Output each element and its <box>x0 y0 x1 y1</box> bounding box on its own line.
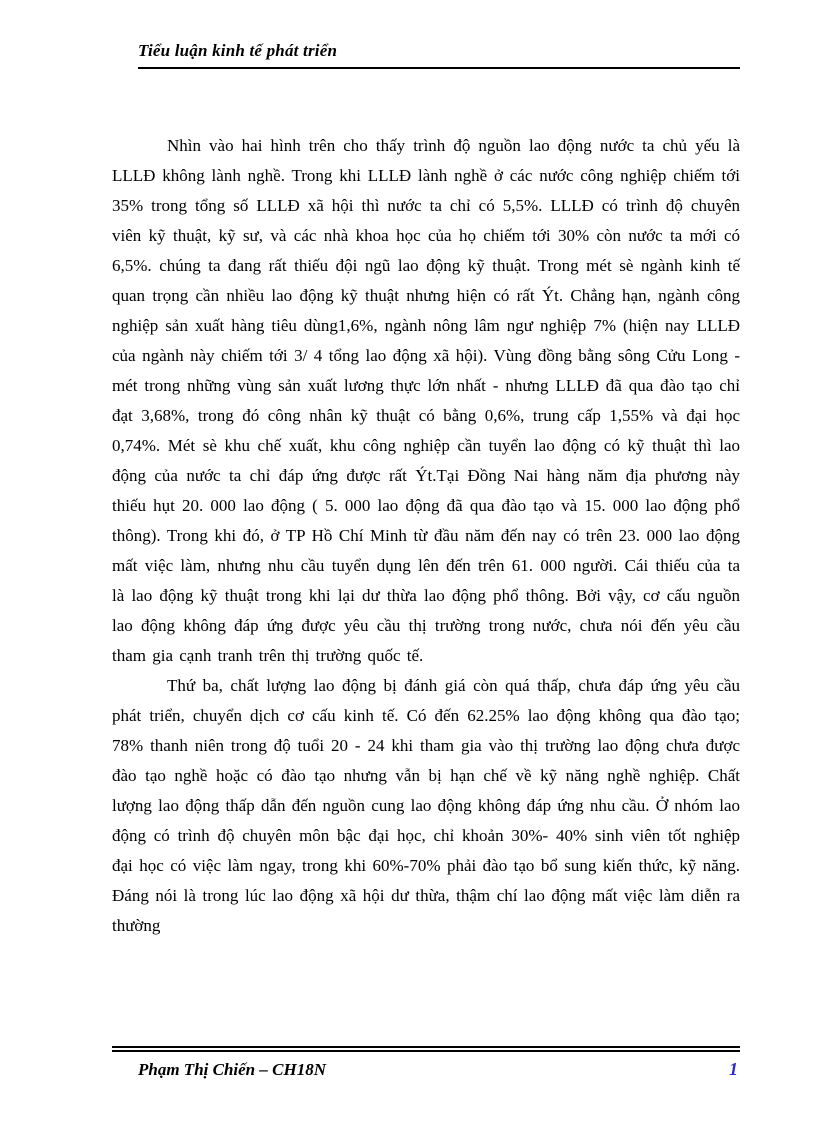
footer-author: Phạm Thị Chiến – CH18N <box>138 1060 326 1079</box>
paragraph-labor-quality: Thứ ba, chất lượng lao động bị đánh giá còn quá thấp, chưa đáp ứng yêu cầu phát triển, chuyển dịch cơ cấu kinh tế. Có đến 62.25% lao động không qua đào tạo; 78% thanh niên trong độ tuổi 20 - 24 khi tham gia vào thị trường lao động chưa được đào tạo nghề hoặc có đào tạo nhưng vẫn bị hạn chế về kỹ năng nghề nghiệp. Chất lượng lao động thấp dẫn đến nguồn cung lao động không đáp ứng nhu cầu. Ở nhóm lao động có trình độ chuyên môn bậc đại học, chỉ khoản 30%- 40% sinh viên tốt nghiệp đại học có việc làm ngay, trong khi 60%-70% phải đào tạo bổ sung kiến thức, kỹ năng. Đáng nói là trong lúc lao động xã hội dư thừa, thậm chí lao động mất việc làm diễn ra thường <box>112 676 740 935</box>
document-body <box>112 131 740 941</box>
header-rule <box>138 67 740 69</box>
paragraph-labor-structure: Nhìn vào hai hình trên cho thấy trình độ nguồn lao động nước ta chủ yếu là LLLĐ không lành nghề. Trong khi LLLĐ lành nghề ở các nước công nghiệp chiếm tới 35% trong tổng số LLLĐ xã hội thì nước ta chỉ có 5,5%. LLLĐ có trình độ chuyên viên kỹ thuật, kỹ sư, và các nhà khoa học của họ chiếm tới 30% còn nước ta mới có 6,5%. chúng ta đang rất thiếu đội ngũ lao động kỹ thuật. Trong mét sè ngành kinh tế quan trọng cần nhiều lao động kỹ thuật nhưng hiện có rất Ýt. Chẳng hạn, ngành công nghiệp sản xuất hàng tiêu dùng1,6%, ngành nông lâm ngư nghiệp 7% (hiện nay LLLĐ của ngành này chiếm tới 3/ 4 tổng lao động xã hội). Vùng đồng bằng sông Cửu Long - mét trong những vùng sản xuất lương thực lớn nhất - nhưng LLLĐ đã qua đào tạo chỉ đạt 3,68%, trong đó công nhân kỹ thuật có bằng 0,6%, trung cấp 1,55% và đại học 0,74%. Mét sè khu chế xuất, khu công nghiệp cần tuyển lao động có kỹ thuật thì lao động của nước ta chỉ đáp ứng được rất Ýt.Tại Đồng Nai hàng năm địa phương này thiếu hụt 20. 000 lao động ( 5. 000 lao động đã qua đào tạo và 15. 000 lao động phổ thông). Trong khi đó, ở TP Hồ Chí Minh từ đầu năm đến nay có trên 23. 000 lao động mất việc làm, nhưng nhu cầu tuyển dụng lên đến trên 61. 000 người. Cái thiếu của ta là lao động kỹ thuật trong khi lại dư thừa lao động phổ thông. Bởi vậy, cơ cấu nguồn lao động không đáp ứng được yêu cầu thị trường trong nước, chưa nói đến yêu cầu tham gia cạnh tranh trên thị trường quốc tế. <box>112 136 740 665</box>
page-footer <box>112 1046 740 1080</box>
header-title: Tiểu luận kinh tế phát triển <box>138 41 338 60</box>
footer-row <box>112 1059 740 1080</box>
page-number: 1 <box>729 1059 738 1079</box>
page-header <box>138 40 740 69</box>
footer-rule-bottom <box>112 1050 740 1052</box>
